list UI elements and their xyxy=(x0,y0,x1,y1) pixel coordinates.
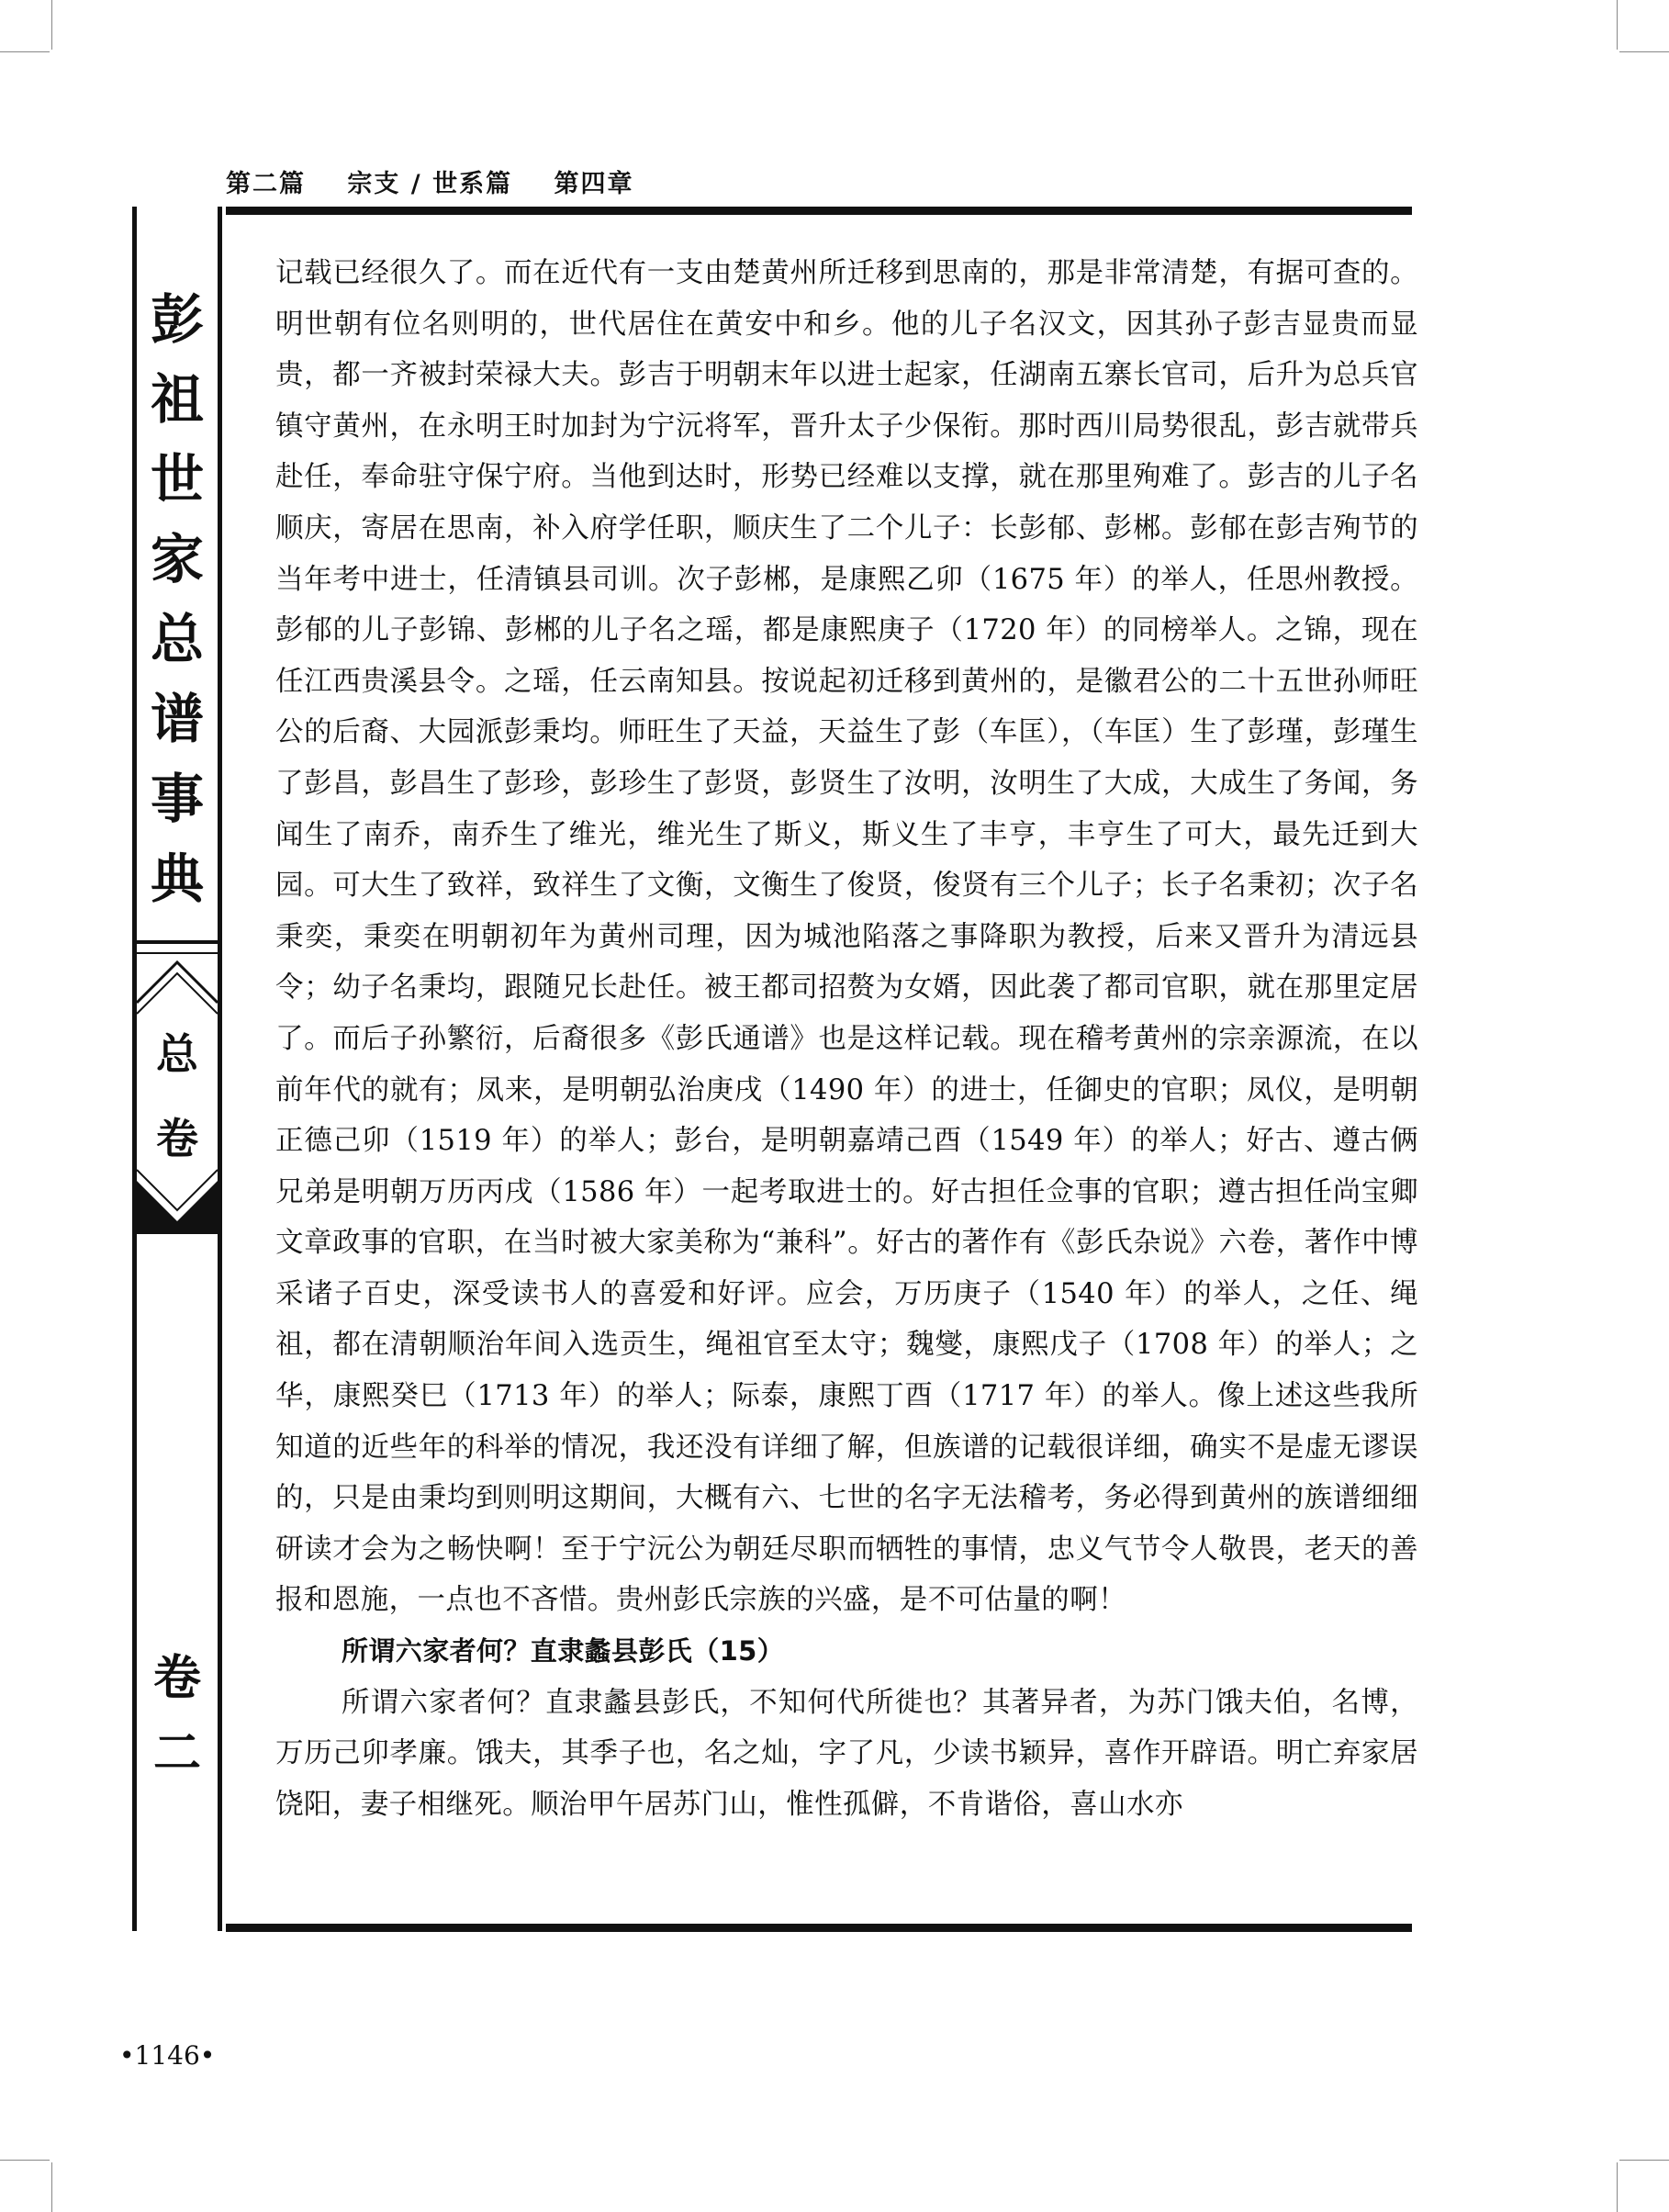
crop-mark xyxy=(1617,2162,1618,2212)
chapter-header xyxy=(226,163,665,199)
title-char: 祖 xyxy=(150,368,204,431)
crop-mark xyxy=(51,2162,52,2212)
crop-mark xyxy=(0,51,50,52)
book-title-vertical xyxy=(137,280,218,919)
page-number: •1146• xyxy=(119,2040,216,2071)
crop-mark xyxy=(51,0,52,50)
paragraph: 所谓六家者何？直隶蠡县彭氏，不知何代所徙也？其著异者，为苏门饿夫伯，名博，万历己卯孝廉。饿夫，其季子也，名之灿，字了凡，少读书颖异，喜作开辟语。明亡弃家居饶阳，妻子相继死。顺治甲午居苏门山，惟性孤僻，不肯谐俗，喜山水亦 xyxy=(275,1686,1418,1821)
body-text xyxy=(275,248,1418,1830)
volume-emblem xyxy=(137,940,218,1234)
header-section: 宗支 / 世系篇 xyxy=(347,170,513,198)
title-char: 谱 xyxy=(150,688,204,750)
crop-mark xyxy=(0,2160,50,2161)
title-char: 典 xyxy=(150,848,204,910)
paragraph: 记载已经很久了。而在近代有一支由楚黄州所迁移到思南的，那是非常清楚，有据可查的。明世朝有位名则明的，世代居住在黄安中和乡。他的儿子名汉文，因其孙子彭吉显贵而显贵，都一齐被封荣禄大夫。彭吉于明朝末年以进士起家，任湖南五寨长官司，后升为总兵官镇守黄州，在永明王时加封为宁沅将军，晋升太子少保衔。那时西川局势很乱，彭吉就带兵赴任，奉命驻守保宁府。当他到达时，形势已经难以支撑，就在那里殉难了。彭吉的儿子名顺庆，寄居在思南，补入府学任职，顺庆生了二个儿子：长彭郁、彭郴。彭郁在彭吉殉节的当年考中进士，任清镇县司训。次子彭郴，是康熙乙卯（1675 年）的举人，任思州教授。彭郁的儿子彭锦、彭郴的儿子名之瑶，都是康熙庚子（1720 年）的同榜举人。之锦，现在任江西贵溪县令。之瑶，任云南知县。按说起初迁移到黄州的，是徽君公的二十五世孙师旺公的后裔、大园派彭秉均。师旺生了天益，天益生了彭（车匡），（车匡）生了彭瑾，彭瑾生了彭昌，彭昌生了彭珍，彭珍生了彭贤，彭贤生了汝明，汝明生了大成，大成生了务闻，务闻生了南乔，南乔生了维光，维光生了斯义，斯义生了丰亨，丰亨生了可大，最先迁到大园。可大生了致祥，致祥生了文衡，文衡生了俊贤，俊贤有三个儿子；长子名秉初；次子名秉奕，秉奕在明朝初年为黄州司理，因为城池陷落之事降职为教授，后来又晋升为清远县令；幼子名秉均，跟随兄长赴任。被王都司招赘为女婿，因此袭了都司官职，就在那里定居了。而后子孙繁衍，后裔很多《彭氏通谱》也是这样记载。现在稽考黄州的宗亲源流，在以前年代的就有；凤来，是明朝弘治庚戌（1490 年）的进士，任御史的官职；凤仪，是明朝正德己卯（1519 年）的举人；彭台，是明朝嘉靖己酉（1549 年）的举人；好古、遵古俩兄弟是明朝万历丙戌（1586 年）一起考取进士的。好古担任佥事的官职；遵古担任尚宝卿文章政事的官职，在当时被大家美称为“兼科”。好古的著作有《彭氏杂说》六卷，著作中博采诸子百史，深受读书人的喜爱和好评。应会，万历庚子（1540 年）的举人，之任、绳祖，都在清朝顺治年间入选贡生，绳祖官至太守；魏燮，康熙戊子（1708 年）的举人；之华，康熙癸巳（1713 年）的举人；际泰，康熙丁酉（1717 年）的举人。像上述这些我所知道的近些年的科举的情况，我还没有详细了解，但族谱的记载很详细，确实不是虚无谬误的，只是由秉均到则明这期间，大概有六、七世的名字无法稽考，务必得到黄州的族谱细细研读才会为之畅快啊！至于宁沅公为朝廷尽职而牺牲的事情，忠义气节令人敬畏，老天的善报和恩施，一点也不吝惜。贵州彭氏宗族的兴盛，是不可估量的啊！ xyxy=(275,257,1418,1617)
crop-mark xyxy=(1617,0,1618,50)
volume-frame-icon xyxy=(137,940,218,1234)
crop-mark xyxy=(1619,51,1669,52)
title-char: 家 xyxy=(150,528,204,590)
top-rule xyxy=(226,207,1412,215)
title-char: 总 xyxy=(150,608,204,670)
volume-char-1: 总 xyxy=(156,1029,198,1079)
crop-mark xyxy=(1619,2160,1669,2161)
juan-char: 卷 xyxy=(152,1651,201,1706)
volume-char-2: 卷 xyxy=(156,1114,198,1163)
bottom-rule xyxy=(226,1924,1412,1932)
juan-label xyxy=(137,1641,218,1791)
header-chapter: 第四章 xyxy=(554,170,634,198)
title-char: 事 xyxy=(150,768,204,830)
title-char: 彭 xyxy=(150,288,204,351)
title-char: 世 xyxy=(150,448,204,511)
juan-char: 二 xyxy=(152,1726,201,1781)
section-heading: 所谓六家者何？直隶蠡县彭氏（15） xyxy=(342,1635,785,1667)
header-part: 第二篇 xyxy=(226,170,306,198)
